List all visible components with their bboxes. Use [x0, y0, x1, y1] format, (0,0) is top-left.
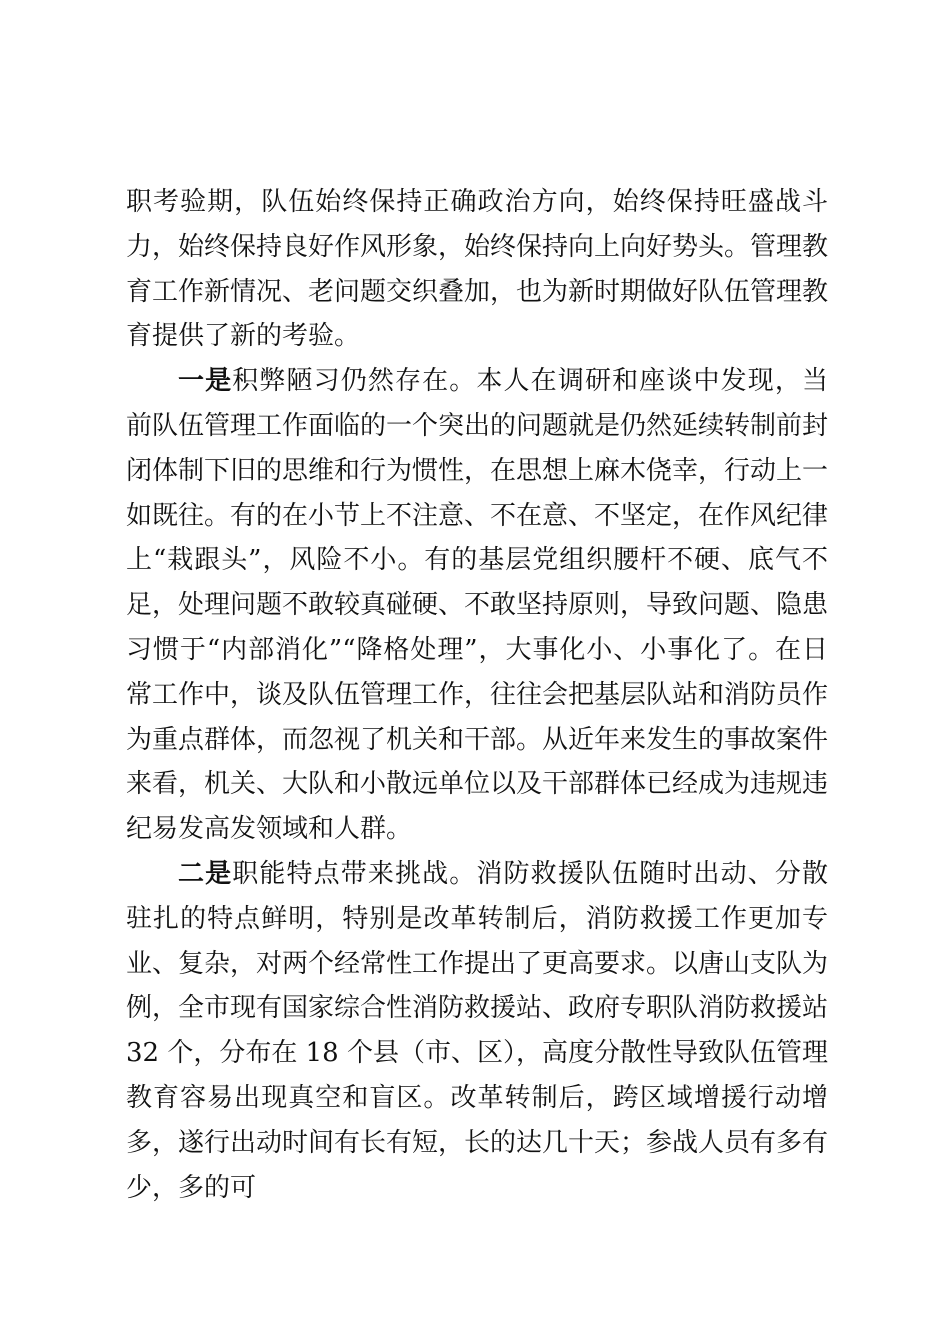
paragraph-point-one	[126, 359, 828, 852]
paragraph-point-two	[126, 852, 828, 1210]
document-body	[126, 180, 828, 1210]
paragraph-text: 积弊陋习仍然存在。本人在调研和座谈中发现，当前队伍管理工作面临的一个突出的问题就是仍然延续转制前封闭体制下旧的思维和行为惯性，在思想上麻木侥幸，行动上一如既往。有的在小节上不注意、不在意、不坚定，在作风纪律上“栽跟头”，风险不小。有的基层党组织腰杆不硬、底气不足，处理问题不敢较真碰硬、不敢坚持原则，导致问题、隐患习惯于“内部消化”“降格处理”，大事化小、小事化了。在日常工作中，谈及队伍管理工作，往往会把基层队站和消防员作为重点群体，而忽视了机关和干部。从近年来发生的事故案件来看，机关、大队和小散远单位以及干部群体已经成为违规违纪易发高发领域和人群。	[126, 366, 829, 845]
paragraph-continuation	[126, 180, 828, 359]
paragraph-text: 职考验期，队伍始终保持正确政治方向，始终保持旺盛战斗力，始终保持良好作风形象，始终保持向上向好势头。管理教育工作新情况、老问题交织叠加，也为新时期做好队伍管理教育提供了新的考验。	[126, 187, 829, 352]
paragraph-lead: 二是	[178, 858, 233, 889]
paragraph-text: 职能特点带来挑战。消防救援队伍随时出动、分散驻扎的特点鲜明，特别是改革转制后，消防救援工作更加专业、复杂，对两个经常性工作提出了更高要求。以唐山支队为例，全市现有国家综合性消防救援站、政府专职队消防救援站 32 个，分布在 18 个县（市、区），高度分散性导致队伍管理教育容易出现真空和盲区。改革转制后，跨区域增援行动增多，遂行出动时间有长有短，长的达几十天；参战人员有多有少，多的可	[126, 858, 829, 1203]
paragraph-lead: 一是	[178, 366, 233, 397]
